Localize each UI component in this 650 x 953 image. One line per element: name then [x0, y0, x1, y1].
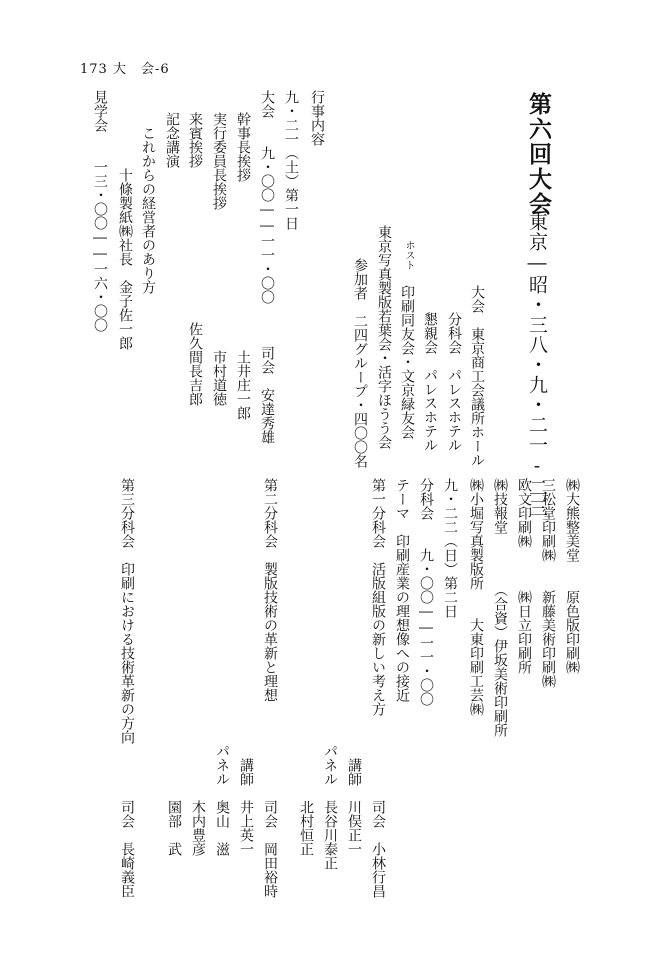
- venue-line: 参加者 二四グループ・四〇〇名: [352, 258, 368, 468]
- day2-line: テーマ 印刷産業の理想像への接近: [394, 478, 410, 702]
- day2-line: 北村恒正: [298, 478, 314, 856]
- day2-line: 第一分科会 活版組版の新しい考え方 司会 小林行昌: [370, 478, 386, 898]
- day2-line: 園部 武: [166, 478, 182, 856]
- day2-line: 九・二二（日）第二日: [442, 478, 458, 618]
- program-line: 行事内容: [309, 90, 325, 146]
- day2-line: 分科会 九・〇〇――一一・〇〇: [418, 478, 434, 706]
- venue-line: 大会 東京商工会議所ホール: [469, 285, 485, 467]
- program-line: 見学会 一三・〇〇――一六・〇〇: [92, 90, 108, 332]
- company-line: ㈱技報堂 （合資）伊坂美術印刷所: [492, 478, 508, 737]
- program-line: 十條製紙㈱社長 金子佐一郎: [117, 112, 133, 350]
- company-line: ㈱小堀写真製版所 大東印刷工芸㈱: [468, 478, 484, 716]
- day2-line: 木内豊彦: [190, 478, 206, 856]
- company-line: 三松堂印刷㈱ 新藤美術印刷㈱: [540, 478, 556, 688]
- venue-line: 懇親会 パレスホテル: [422, 312, 438, 452]
- company-line: 欧文印刷㈱ ㈱日立印刷所: [516, 478, 532, 674]
- program-line: 来賓挨拶 佐久間長吉郎: [187, 112, 203, 406]
- company-line: ㈱大熊整美堂 原色版印刷㈱: [564, 478, 580, 674]
- program-line: これからの経営者のあり方: [140, 112, 156, 294]
- day2-line: 講師 井上英一: [238, 478, 254, 856]
- page-title: 第六回大会: [525, 92, 552, 217]
- day2-line: 第二分科会 製版技術の革新と理想 司会 岡田裕時: [262, 478, 278, 898]
- program-line: 大会 九・〇〇――一一・〇〇 司会 安達秀雄: [259, 90, 275, 444]
- venue-line: 印刷同友会・文京緑友会: [399, 285, 415, 439]
- day2-line: 第三分科会 印刷における技術革新の方向 司会 長崎義臣: [119, 478, 135, 898]
- page-header: 173 大 会-6: [80, 62, 170, 77]
- venue-line: 東京写真製版若葉会・活字ほうう会: [376, 225, 392, 449]
- day2-line: パネル 長谷川泰正: [322, 478, 338, 870]
- day2-line: パネル 奥山 滋: [214, 478, 230, 856]
- program-line: 記念講演: [164, 112, 180, 168]
- venue-line: 分科会 パレスホテル: [446, 312, 462, 452]
- day2-line: 講師 川俣正一: [346, 478, 362, 856]
- program-line: 九・二一（土）第一日: [283, 90, 299, 230]
- program-line: 実行委員長挨拶 市村道徳: [211, 112, 227, 406]
- event-date: 東京―昭・三八・九・二一-二三: [526, 212, 548, 518]
- venue-line: ホスト: [403, 240, 414, 270]
- program-line: 幹事長挨拶 土井庄一郎: [235, 112, 251, 420]
